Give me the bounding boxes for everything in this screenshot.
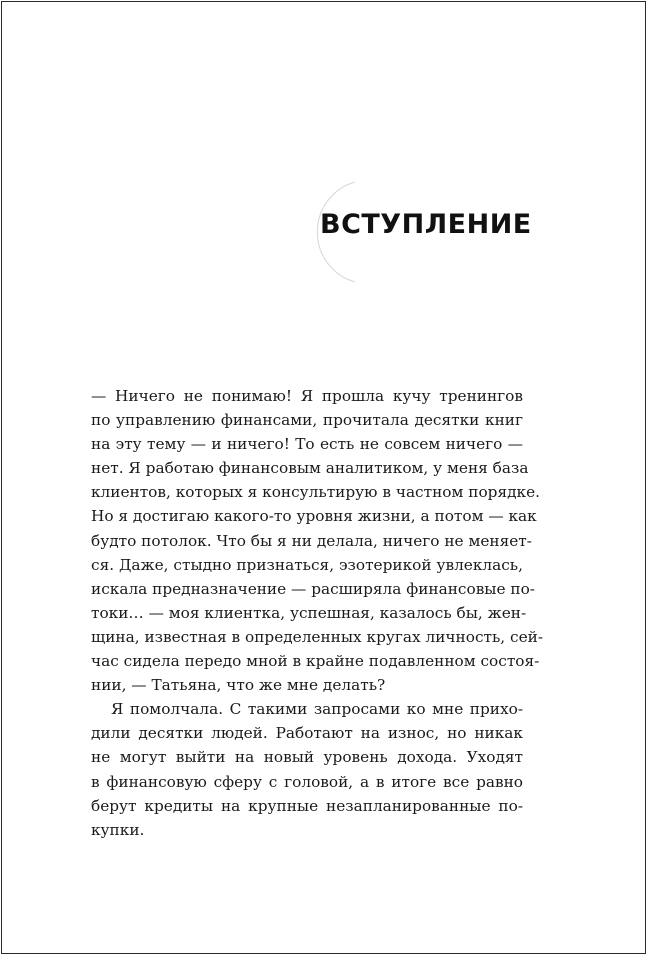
chapter-title: ВСТУПЛЕНИЕ <box>320 209 532 240</box>
text-line: клиентов, которых я консультирую в частном порядке. <box>91 483 540 502</box>
text-line: искала предназначение — расширяла финансовые по- <box>91 579 535 598</box>
text-line: не могут выйти на новый уровень дохода. Уходят <box>91 748 523 767</box>
text-line: токи… — моя клиентка, успешная, казалось бы, жен- <box>91 603 527 622</box>
text-line: дили десятки людей. Работают на износ, но никак <box>91 724 523 743</box>
text-line: в финансовую сферу с головой, а в итоге все равно <box>91 772 523 791</box>
book-page <box>1 1 646 954</box>
paragraph-2 <box>91 697 523 842</box>
text-line: нии, — Татьяна, что же мне делать? <box>91 676 386 695</box>
text-line: по управлению финансами, прочитала десятки книг <box>91 411 523 430</box>
text-line: — Ничего не понимаю! Я прошла кучу тренингов <box>91 387 523 405</box>
text-line: берут кредиты на крупные незапланированные по- <box>91 796 523 815</box>
text-line: Я помолчала. С такими запросами ко мне прихо- <box>111 700 523 719</box>
chapter-body <box>91 384 544 842</box>
text-line: час сидела передо мной в крайне подавленном состоя- <box>91 652 540 671</box>
text-line: купки. <box>91 820 145 839</box>
text-line: на эту тему — и ничего! То есть не совсем ничего — <box>91 435 523 454</box>
text-line: щина, известная в определенных кругах личность, сей- <box>91 627 544 646</box>
text-line: нет. Я работаю финансовым аналитиком, у меня база <box>91 459 529 478</box>
text-line: Но я достигаю какого-то уровня жизни, а потом — как <box>91 507 537 526</box>
paragraph-1 <box>91 384 544 697</box>
text-line: будто потолок. Что бы я ни делала, ничего не меняет- <box>91 531 532 550</box>
text-line: ся. Даже, стыдно признаться, эзотерикой увлеклась, <box>91 555 523 574</box>
